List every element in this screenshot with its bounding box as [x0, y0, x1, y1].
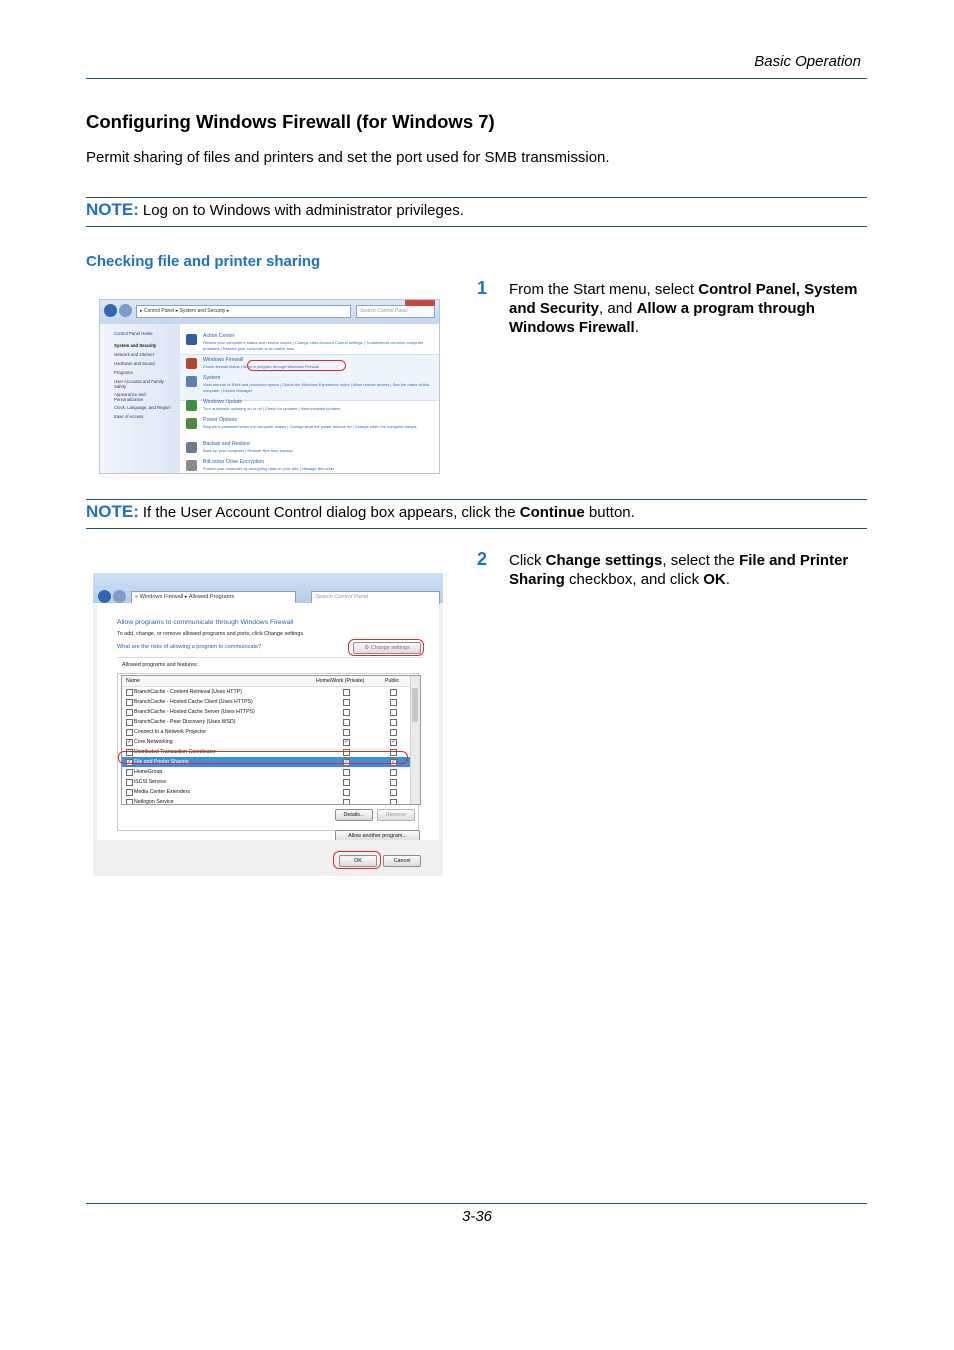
dlg-heading: Allow programs to communicate through Windows Firewall [117, 619, 294, 626]
step2-part: checkbox, and click [564, 571, 704, 588]
table-row[interactable] [122, 737, 410, 747]
step1-number: 1 [477, 278, 488, 298]
row-name: File and Printer Sharing [134, 759, 189, 765]
row-checkbox[interactable] [126, 779, 133, 786]
dlg-footer [93, 840, 443, 876]
category-links[interactable]: Review your computer's status and resolve issues | Change User Account Control settings | Troubleshoot common computer problems | Restore your computer to an earlier time [203, 340, 424, 351]
public-checkbox[interactable] [390, 689, 397, 696]
dlg-search-box[interactable]: Search Control Panel [311, 591, 440, 604]
note2 [86, 502, 635, 522]
col-public[interactable]: Public [385, 678, 400, 684]
header-rule [86, 78, 867, 79]
list-scrollbar[interactable] [410, 676, 420, 804]
row-name: Connect to a Network Projector [134, 729, 207, 735]
dlg-titlebar [93, 573, 443, 603]
table-row[interactable] [122, 787, 410, 797]
forward-icon[interactable] [119, 304, 132, 317]
step2-part: Click [509, 552, 546, 569]
row-name: BranchCache - Peer Discovery (Uses WSD) [134, 719, 236, 725]
running-header: Basic Operation [754, 53, 861, 70]
remove-button[interactable]: Remove [377, 809, 415, 821]
note1-label: NOTE: [86, 200, 139, 219]
row-name: BranchCache - Hosted Cache Client (Uses HTTPS) [134, 699, 253, 705]
category-links[interactable]: Protect your computer by encrypting data on your disk | Manage BitLocker [203, 466, 335, 471]
row-checkbox[interactable] [126, 799, 133, 805]
dlg-address-bar[interactable]: « Windows Firewall ▸ Allowed Programs [131, 591, 296, 604]
programs-list[interactable] [121, 675, 421, 805]
public-checkbox[interactable] [390, 729, 397, 736]
category-title[interactable]: Power Options [203, 417, 238, 423]
cp-address-bar[interactable]: ▸ Control Panel ▸ System and Security ▸ [136, 305, 351, 318]
sidebar-item[interactable]: Ease of Access [114, 414, 144, 419]
change-settings-label: Change settings [370, 645, 410, 651]
category-title[interactable]: Windows Firewall [203, 357, 244, 363]
footer-rule [86, 1203, 867, 1204]
public-checkbox[interactable] [390, 789, 397, 796]
back-icon[interactable] [98, 590, 111, 603]
step2-bold: Change settings [545, 552, 663, 569]
scroll-thumb[interactable] [412, 688, 418, 722]
category-links[interactable]: Turn automatic updating on or off | Check for updates | View installed updates [203, 406, 341, 411]
computer-icon [186, 376, 197, 387]
note2-bottom-rule [86, 528, 867, 529]
highlight-ring [118, 751, 408, 764]
row-checkbox[interactable] [126, 709, 133, 716]
step1-bold: Control Panel, System and Security [509, 281, 858, 317]
home-checkbox[interactable] [343, 799, 350, 805]
public-checkbox[interactable] [390, 699, 397, 706]
back-icon[interactable] [104, 304, 117, 317]
row-checkbox[interactable] [126, 789, 133, 796]
page-number: 3-36 [461, 1208, 493, 1225]
step2-text [509, 551, 869, 589]
dlg-body [97, 603, 439, 840]
section-title: Configuring Windows Firewall (for Windows 7) [86, 111, 495, 132]
cp-search-box[interactable]: Search Control Panel [356, 305, 435, 318]
col-name[interactable]: Name [126, 678, 140, 684]
row-checkbox[interactable] [126, 719, 133, 726]
step1-text [509, 280, 869, 337]
note2-text: If the User Account Control dialog box appears, click the [142, 504, 520, 521]
step2-part: , select the [662, 552, 740, 569]
home-checkbox[interactable] [343, 729, 350, 736]
list-header [122, 676, 410, 687]
step1-part: , and [599, 300, 637, 317]
home-checkbox[interactable] [343, 769, 350, 776]
divider [117, 657, 422, 658]
backup-icon [186, 442, 197, 453]
sidebar-item[interactable]: Appearance and Personalization [114, 392, 146, 402]
sidebar-item[interactable]: Clock, Language, and Region [114, 405, 171, 410]
ok-button[interactable]: OK [339, 855, 377, 867]
table-row[interactable] [122, 717, 410, 727]
row-name: HomeGroup [134, 769, 163, 775]
public-checkbox[interactable]: ✓ [391, 759, 396, 765]
window-controls[interactable] [405, 300, 435, 306]
category-links[interactable]: Require a password when the computer wakes | Change what the power buttons do | Change when the computer sleeps [203, 424, 417, 429]
row-name: iSCSI Service [134, 779, 166, 785]
allowed-label: Allowed programs and features: [122, 662, 199, 668]
public-checkbox[interactable] [390, 769, 397, 776]
table-row[interactable] [122, 797, 410, 805]
note1-bottom-rule [86, 226, 867, 227]
highlight-ring [247, 360, 346, 371]
highlight-ring [333, 851, 381, 869]
note1-text: Log on to Windows with administrator privileges. [142, 202, 464, 219]
public-checkbox[interactable] [390, 719, 397, 726]
note2-top-rule [86, 499, 867, 500]
home-checkbox[interactable] [343, 699, 350, 706]
step2-number: 2 [477, 549, 488, 569]
public-checkbox[interactable] [390, 709, 397, 716]
table-row[interactable] [122, 687, 410, 697]
details-button[interactable]: Details... [335, 809, 373, 821]
sidebar-item-active[interactable]: System and Security [114, 343, 157, 348]
category-title[interactable]: Backup and Restore [203, 441, 251, 447]
row-name: Core Networking [134, 739, 173, 745]
dlg-description: To add, change, or remove allowed programs and ports, click Change settings. [117, 631, 305, 637]
cp-sidebar [100, 324, 180, 473]
risk-link[interactable]: What are the risks of allowing a program to communicate? [117, 644, 262, 650]
power-icon [186, 418, 197, 429]
table-row[interactable] [122, 697, 410, 707]
sidebar-item[interactable]: Control Panel Home [114, 331, 153, 336]
public-checkbox[interactable] [390, 799, 397, 805]
category-title[interactable]: System [203, 375, 221, 381]
note2-bold: Continue [519, 504, 585, 521]
home-checkbox[interactable] [343, 789, 350, 796]
control-panel-screenshot [99, 299, 440, 474]
note2-label: NOTE: [86, 502, 139, 521]
step1-part: From the Start menu, select [509, 281, 699, 298]
step2-part: . [725, 571, 730, 588]
forward-icon[interactable] [113, 590, 126, 603]
allow-another-button[interactable]: Allow another program... [335, 830, 420, 842]
home-checkbox[interactable] [343, 779, 350, 786]
row-name: Netlogon Service [134, 799, 174, 805]
category-title[interactable]: Windows Update [203, 399, 243, 405]
row-checkbox[interactable]: ✓ [127, 739, 132, 745]
cancel-button[interactable]: Cancel [383, 855, 421, 867]
sidebar-item[interactable]: User Accounts and Family Safety [114, 379, 164, 389]
row-checkbox[interactable] [126, 689, 133, 696]
step2-bold: OK [703, 571, 726, 588]
sidebar-item[interactable]: Network and Internet [114, 352, 154, 357]
home-checkbox[interactable] [343, 709, 350, 716]
table-row[interactable] [122, 777, 410, 787]
category-links[interactable]: Back up your computer | Restore files from backup [203, 448, 293, 453]
note1 [86, 200, 464, 220]
note2-text: button. [584, 504, 635, 521]
public-checkbox[interactable]: ✓ [391, 739, 396, 745]
step2-bold: File and Printer Sharing [509, 552, 849, 588]
table-row[interactable] [122, 707, 410, 717]
update-icon [186, 400, 197, 411]
row-name: BranchCache - Hosted Cache Server (Uses HTTPS) [134, 709, 255, 715]
category-title[interactable]: BitLocker Drive Encryption [203, 459, 265, 465]
sidebar-item[interactable]: Hardware and Sound [114, 361, 155, 366]
table-row[interactable] [122, 767, 410, 777]
category-links[interactable]: View amount of RAM and processor speed | Check the Windows Experience Index | Allow remote access | See the name of this computer | Device Manager [203, 382, 430, 393]
step1-bold: Allow a program through Windows Firewall [509, 300, 815, 336]
home-checkbox[interactable] [343, 689, 350, 696]
row-name: Media Center Extenders [134, 789, 190, 795]
cp-titlebar [100, 300, 439, 324]
bitlocker-icon [186, 460, 197, 471]
row-name: BranchCache - Content Retrieval (Uses HTTP) [134, 689, 242, 695]
intro-paragraph: Permit sharing of files and printers and set the port used for SMB transmission. [86, 149, 610, 166]
highlight-ring [348, 639, 424, 656]
row-checkbox[interactable] [126, 769, 133, 776]
step1-part: . [634, 319, 639, 336]
note1-top-rule [86, 197, 867, 198]
table-row[interactable] [122, 727, 410, 737]
col-home[interactable]: Home/Work (Private) [316, 678, 365, 684]
cp-main-area [180, 324, 439, 473]
row-checkbox[interactable]: ✓ [127, 759, 132, 765]
subheading: Checking file and printer sharing [86, 253, 321, 270]
sidebar-item[interactable]: Programs [114, 370, 133, 375]
home-checkbox[interactable]: ✓ [344, 739, 349, 745]
row-checkbox[interactable] [126, 729, 133, 736]
change-settings-button[interactable]: ⚙ Change settings [353, 642, 421, 654]
category-links[interactable]: Check firewall status | Allow a program through Windows Firewall [203, 364, 319, 369]
row-name: Distributed Transaction Coordinator [134, 749, 216, 755]
public-checkbox[interactable] [390, 779, 397, 786]
home-checkbox[interactable] [343, 719, 350, 726]
row-checkbox[interactable] [126, 699, 133, 706]
flag-icon [186, 334, 197, 345]
firewall-icon [186, 358, 197, 369]
category-title[interactable]: Action Center [203, 333, 235, 339]
home-checkbox[interactable]: ✓ [344, 759, 349, 765]
allowed-programs-screenshot [93, 573, 443, 876]
